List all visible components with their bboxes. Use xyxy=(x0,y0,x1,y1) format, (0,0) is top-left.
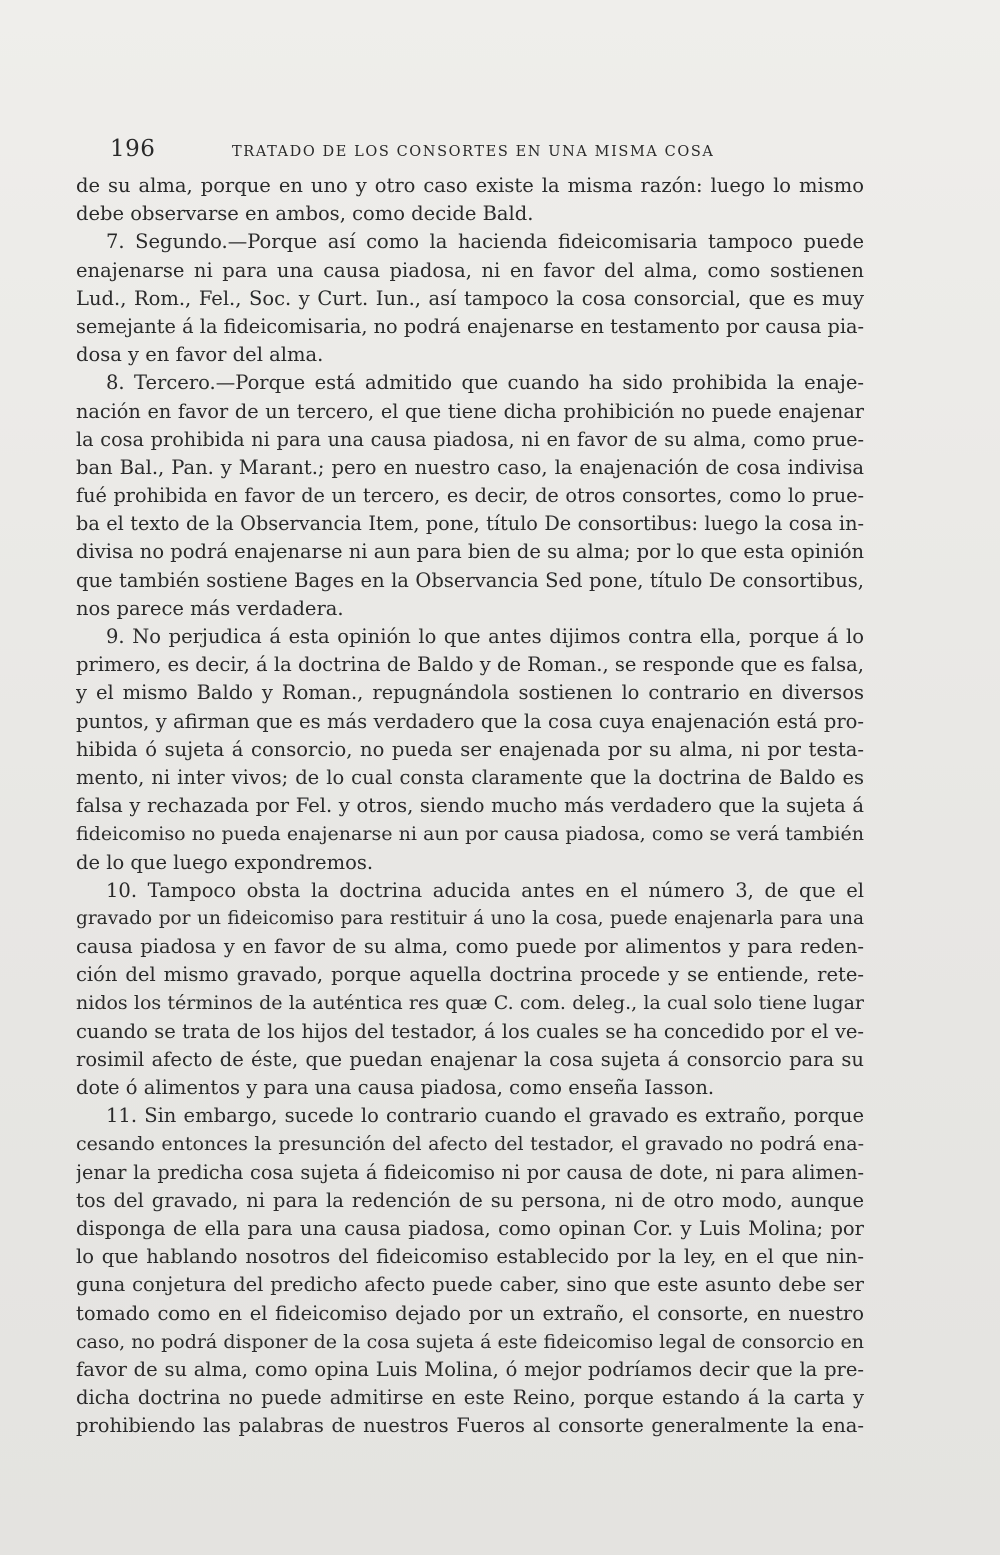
text-line: la cosa prohibida ni para una causa piadosa, ni en favor de su alma, como prue- xyxy=(76,427,864,451)
text-line: mento, ni inter vivos; de lo cual consta claramente que la doctrina de Baldo es xyxy=(76,765,864,789)
text-line: puntos, y afirman que es más verdadero que la cosa cuya enajenación está pro- xyxy=(76,709,864,733)
text-line: ban Bal., Pan. y Marant.; pero en nuestro caso, la enajenación de cosa indivisa xyxy=(76,455,864,479)
text-line: semejante á la fideicomisaria, no podrá enajenarse en testamento por causa pia- xyxy=(76,314,864,338)
page-number: 196 xyxy=(110,136,156,162)
paragraph-9-line: 9. No perjudica á esta opinión lo que antes dijimos contra ella, porque á lo xyxy=(106,625,864,648)
text-line: dosa y en favor del alma. xyxy=(76,343,324,367)
paragraph-11-line: 11. Sin embargo, sucede lo contrario cuando el gravado es extraño, porque xyxy=(106,1104,864,1128)
text-line: dicha doctrina no puede admitirse en este Reino, porque estando á la carta y xyxy=(76,1386,864,1410)
text-line: falsa y rechazada por Fel. y otros, siendo mucho más verdadero que la sujeta á xyxy=(76,794,864,818)
text-line: cuando se trata de los hijos del testador, á los cuales se ha concedido por el ve- xyxy=(76,1019,864,1043)
text-line: ción del mismo gravado, porque aquella doctrina procede y se entiende, rete- xyxy=(76,963,864,987)
text-line: favor de su alma, como opina Luis Molina, ó mejor podríamos decir que la pre- xyxy=(76,1357,864,1381)
text-line: jenar la predicha cosa sujeta á fideicomiso ni por causa de dote, ni para alimen- xyxy=(76,1160,864,1184)
paragraph-8-line: 8. Tercero.—Porque está admitido que cuando ha sido prohibida la enaje- xyxy=(106,371,864,395)
text-line: de lo que luego expondremos. xyxy=(76,850,374,874)
text-line: cesando entonces la presunción del afecto del testador, el gravado no podrá ena- xyxy=(76,1133,864,1156)
text-line: guna conjetura del predicho afecto puede caber, sino que este asunto debe ser xyxy=(76,1273,864,1297)
text-line: ba el texto de la Observancia Item, pone, título De consortibus: luego la cosa in- xyxy=(76,512,864,536)
text-line: fué prohibida en favor de un tercero, es decir, de otros consortes, como lo prue- xyxy=(76,484,864,508)
text-line: lo que hablando nosotros del fideicomiso establecido por la ley, en el que nin- xyxy=(76,1245,864,1269)
text-line: prohibiendo las palabras de nuestros Fueros al consorte generalmente la ena- xyxy=(76,1414,864,1438)
running-title: TRATADO DE LOS CONSORTES EN UNA MISMA COSA xyxy=(232,144,715,160)
text-line: tos del gravado, ni para la redención de su persona, ni de otro modo, aunque xyxy=(76,1188,864,1212)
paragraph-7-line: 7. Segundo.—Porque así como la hacienda fideicomisaria tampoco puede xyxy=(106,230,864,254)
text-line: gravado por un fideicomiso para restituir á uno la cosa, puede enajenarla para una xyxy=(76,907,864,929)
text-line: divisa no podrá enajenarse ni aun para bien de su alma; por lo que esta opinión xyxy=(76,540,864,564)
text-line: que también sostiene Bages en la Observancia Sed pone, título De consortibus, xyxy=(76,568,864,592)
body-text xyxy=(76,172,864,1440)
text-line: primero, es decir, á la doctrina de Baldo y de Roman., se responde que es falsa, xyxy=(76,653,864,677)
text-line: debe observarse en ambos, como decide Bald. xyxy=(76,202,534,226)
paragraph-10-line: 10. Tampoco obsta la doctrina aducida antes en el número 3, de que el xyxy=(106,878,864,902)
text-line: nos parece más verdadera. xyxy=(76,596,344,620)
text-line: de su alma, porque en uno y otro caso existe la misma razón: luego lo mismo xyxy=(76,174,864,197)
text-line: Lud., Rom., Fel., Soc. y Curt. Iun., así tampoco la cosa consorcial, que es muy xyxy=(76,286,864,310)
text-line: causa piadosa y en favor de su alma, como puede por alimentos y para reden- xyxy=(76,935,864,959)
running-head xyxy=(110,134,870,174)
text-line: nidos los términos de la auténtica res quæ C. com. deleg., la cual solo tiene lugar xyxy=(76,992,864,1015)
text-line: fideicomiso no pueda enajenarse ni aun por causa piadosa, como se verá también xyxy=(76,823,864,846)
text-line: hibida ó sujeta á consorcio, no pueda ser enajenada por su alma, ni por testa- xyxy=(76,737,864,761)
text-line: y el mismo Baldo y Roman., repugnándola sostienen lo contrario en diversos xyxy=(76,681,864,705)
text-line: enajenarse ni para una causa piadosa, ni en favor del alma, como sostienen xyxy=(76,258,864,282)
text-line: rosimil afecto de éste, que puedan enajenar la cosa sujeta á consorcio para su xyxy=(76,1047,864,1071)
text-line: dote ó alimentos y para una causa piadosa, como enseña Iasson. xyxy=(76,1076,715,1099)
text-line: caso, no podrá disponer de la cosa sujeta á este fideicomiso legal de consorcio en xyxy=(76,1330,864,1353)
text-line: disponga de ella para una causa piadosa, como opinan Cor. y Luis Molina; por xyxy=(76,1216,864,1240)
text-line: nación en favor de un tercero, el que tiene dicha prohibición no puede enajenar xyxy=(76,399,864,423)
text-line: tomado como en el fideicomiso dejado por un extraño, el consorte, en nuestro xyxy=(76,1301,864,1325)
